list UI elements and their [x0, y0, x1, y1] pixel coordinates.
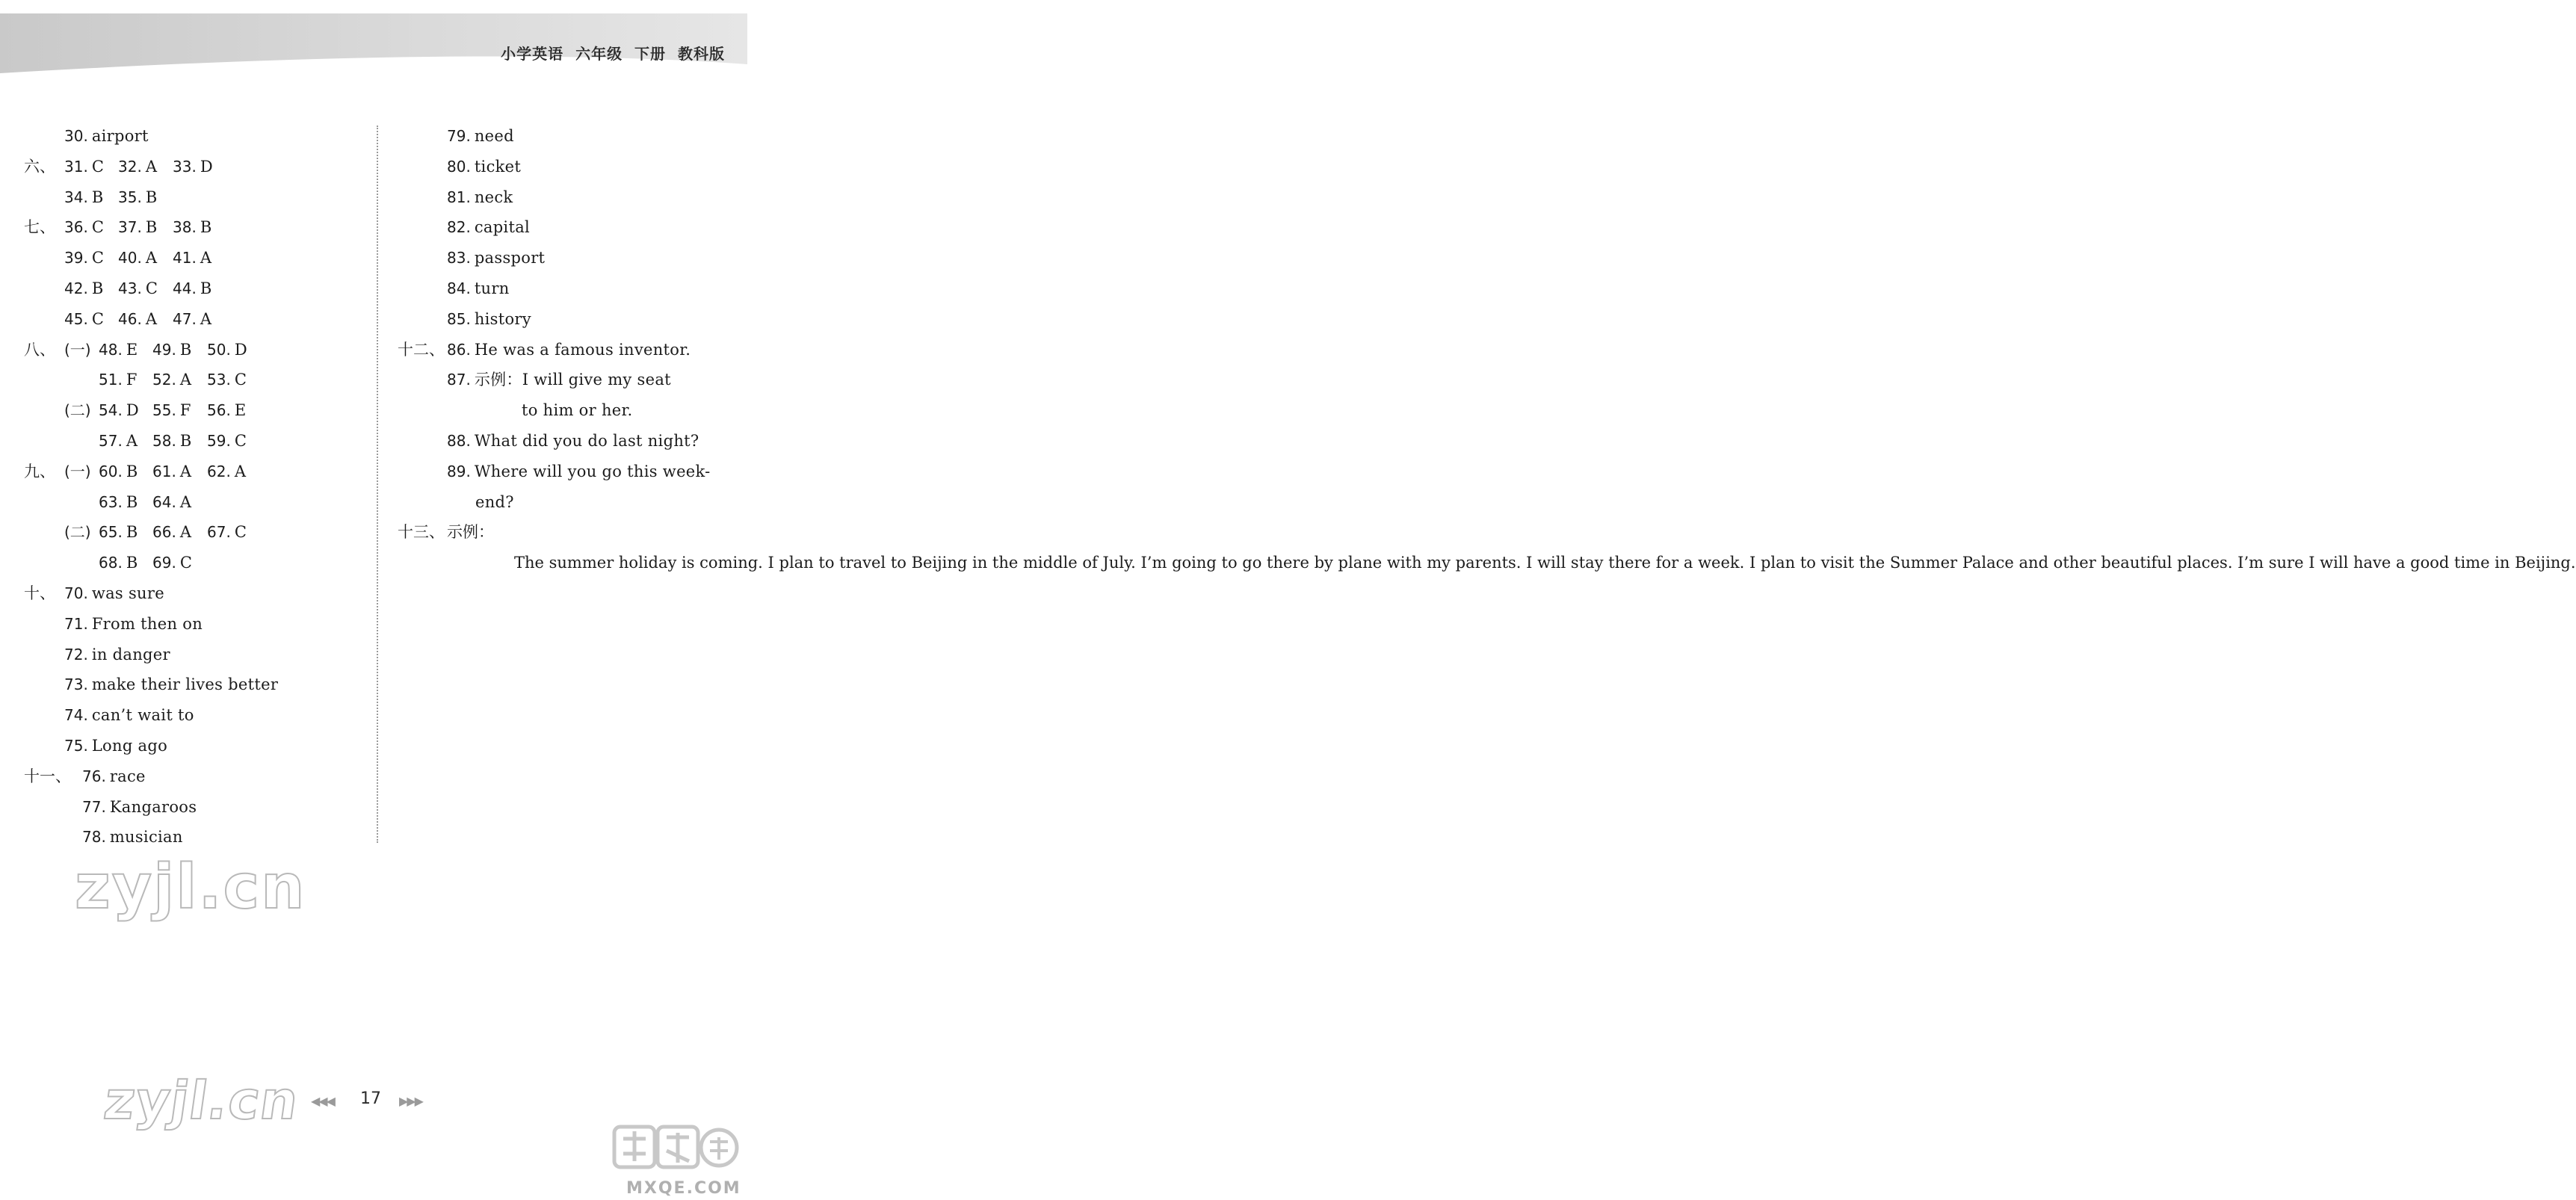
- answer-text: B: [91, 188, 104, 206]
- answer-row: [24, 792, 353, 823]
- answer-item: [447, 335, 691, 365]
- answer-text: B: [126, 462, 138, 480]
- question-number: 81.: [447, 188, 471, 206]
- answer-item: [173, 212, 212, 242]
- answer-item: [447, 121, 514, 151]
- answers-left-column: [24, 121, 353, 853]
- answer-text: Where will you go this week-: [474, 462, 711, 480]
- section-label: 七、: [24, 218, 55, 237]
- question-number: 89.: [447, 462, 471, 480]
- answer-text: C: [234, 523, 247, 542]
- question-number: 66.: [152, 523, 176, 542]
- answer-text: passport: [474, 249, 546, 267]
- answer-text: Kangaroos: [109, 797, 197, 816]
- answer-text: A: [234, 462, 247, 480]
- answer-row: [24, 548, 353, 578]
- answer-text: B: [126, 492, 138, 511]
- answer-text: From then on: [91, 614, 203, 633]
- answer-item: [64, 669, 278, 699]
- question-number: 72.: [64, 645, 88, 664]
- answer-row: [24, 640, 353, 670]
- answer-item: [152, 395, 191, 425]
- answer-text: C: [91, 218, 105, 237]
- answer-text: B: [200, 279, 212, 297]
- answer-item: [152, 335, 192, 365]
- answer-text: He was a famous inventor.: [474, 340, 691, 359]
- question-number: 55.: [152, 401, 176, 420]
- question-number: 88.: [447, 431, 471, 450]
- answer-item: [207, 457, 246, 486]
- question-number: 85.: [447, 309, 471, 328]
- answer-text: B: [179, 340, 192, 359]
- section-label: 十三、: [398, 523, 445, 542]
- answer-item: [447, 304, 531, 334]
- logo-site-text: MXQE.COM: [626, 1179, 741, 1198]
- question-number: 37.: [118, 218, 142, 237]
- answer-item: [207, 335, 247, 365]
- answer-row: [24, 487, 353, 518]
- watermark-text: zyjl.cn: [100, 1070, 303, 1131]
- question-number: 62.: [207, 462, 231, 480]
- header-band: [0, 0, 747, 75]
- answer-text: airport: [91, 127, 149, 145]
- answer-item: [173, 304, 211, 334]
- answer-item: [152, 457, 191, 486]
- answer-item: [118, 152, 157, 182]
- answer-item: [118, 273, 158, 303]
- answer-text: A: [179, 371, 192, 389]
- question-number: 47.: [173, 309, 197, 328]
- answer-text: F: [179, 401, 191, 420]
- question-number: 30.: [64, 127, 88, 145]
- prev-arrows-icon: ◀◀◀: [311, 1094, 334, 1108]
- answer-text: A: [126, 431, 138, 450]
- question-number: 74.: [64, 706, 88, 725]
- answer-text: A: [179, 462, 192, 480]
- answer-item: [118, 212, 158, 242]
- answer-row: [398, 182, 726, 213]
- question-number: 40.: [118, 249, 142, 267]
- answer-row: [24, 700, 353, 731]
- answer-item: [207, 517, 247, 547]
- answer-item: [207, 365, 247, 395]
- question-number: 31.: [64, 157, 88, 176]
- answer-text: A: [145, 249, 158, 267]
- question-number: 75.: [64, 736, 88, 755]
- subsection-label: (二): [64, 523, 91, 542]
- answer-text: ticket: [474, 157, 522, 176]
- page-number: 17: [360, 1089, 381, 1108]
- answer-item: [522, 395, 633, 425]
- answer-item: [64, 182, 104, 212]
- answer-text: end?: [475, 492, 514, 511]
- answer-text: make their lives better: [91, 675, 279, 694]
- answer-text: C: [91, 157, 105, 176]
- answer-row: [398, 243, 726, 273]
- answer-item: [64, 152, 104, 182]
- answer-text: E: [126, 340, 138, 359]
- answer-row: [24, 731, 353, 761]
- question-number: 73.: [64, 675, 88, 694]
- section-label: 六、: [24, 157, 55, 176]
- question-number: 82.: [447, 218, 471, 237]
- question-number: 78.: [82, 828, 106, 847]
- answer-text: A: [145, 309, 158, 328]
- answer-row: [24, 761, 353, 792]
- answer-text: musician: [109, 828, 183, 847]
- question-number: 83.: [447, 249, 471, 267]
- answer-item: [99, 426, 138, 456]
- essay-text: The summer holiday is coming. I plan to travel to Beijing in the middle of July. I’m going to go there by plane with my parents. I will stay there for a week. I plan to visit the Summer Palace and other beautiful places. I’m sure I will have a good time in Beijing.: [514, 554, 2576, 572]
- subsection-label: (二): [64, 401, 91, 420]
- answer-item: [99, 395, 139, 425]
- answer-text: F: [126, 371, 138, 389]
- answer-text: D: [234, 340, 247, 359]
- question-number: 52.: [152, 371, 176, 389]
- answer-row: [24, 212, 353, 243]
- answer-text: B: [91, 279, 104, 297]
- answer-item: [152, 548, 192, 578]
- header-title: 小学英语 六年级 下册 教科版: [501, 45, 725, 63]
- question-number: 59.: [207, 431, 231, 450]
- question-number: 56.: [207, 401, 231, 420]
- answer-row: [24, 121, 353, 152]
- answer-row: [398, 457, 726, 487]
- question-number: 48.: [99, 340, 123, 359]
- answer-row: [24, 822, 353, 853]
- answer-row: [24, 182, 353, 213]
- question-number: 77.: [82, 797, 106, 816]
- answer-row: [398, 426, 726, 457]
- question-number: 35.: [118, 188, 142, 206]
- question-number: 80.: [447, 157, 471, 176]
- answer-row: [398, 121, 726, 152]
- answer-item: [447, 426, 699, 456]
- question-number: 84.: [447, 279, 471, 297]
- answer-text: A: [179, 492, 192, 511]
- answer-text: B: [145, 188, 158, 206]
- question-number: 51.: [99, 371, 123, 389]
- answer-row: [24, 304, 353, 335]
- answer-text: E: [234, 401, 247, 420]
- answer-row: [24, 457, 353, 487]
- answer-text: can’t wait to: [91, 706, 194, 725]
- answer-item: [82, 822, 183, 852]
- answer-text: need: [474, 127, 514, 145]
- answer-text: What did you do last night?: [474, 431, 699, 450]
- question-number: 71.: [64, 614, 88, 633]
- answer-text: B: [126, 523, 138, 542]
- answer-text: was sure: [91, 584, 164, 602]
- answer-item: [475, 487, 514, 517]
- answer-text: C: [234, 371, 247, 389]
- answer-item: [118, 243, 157, 273]
- answer-item: [64, 273, 104, 303]
- answers-right-column: [398, 121, 2576, 572]
- answer-row: [398, 304, 726, 335]
- answer-item: [118, 182, 158, 212]
- question-number: 61.: [152, 462, 176, 480]
- question-number: 68.: [99, 554, 123, 572]
- question-number: 86.: [447, 340, 471, 359]
- question-number: 87.: [447, 371, 471, 389]
- answer-text: D: [200, 157, 213, 176]
- answer-item: [99, 517, 138, 547]
- answer-text: A: [200, 249, 212, 267]
- answer-item: [447, 365, 671, 395]
- question-number: 32.: [118, 157, 142, 176]
- answer-item: [64, 700, 194, 730]
- answer-row: [398, 365, 726, 395]
- answer-text: C: [179, 554, 193, 572]
- answer-text: 示例：I will give my seat: [474, 371, 671, 389]
- answer-text: C: [145, 279, 158, 297]
- essay-header-row: [398, 517, 2576, 572]
- next-arrows-icon: ▶▶▶: [399, 1094, 422, 1108]
- answer-text: to him or her.: [522, 401, 633, 420]
- subsection-label: (一): [64, 462, 91, 480]
- answer-row: [24, 243, 353, 273]
- page-footer: [306, 1089, 441, 1115]
- answer-text: A: [179, 523, 192, 542]
- section-label: 九、: [24, 462, 55, 480]
- answer-row: [24, 578, 353, 609]
- answer-text: history: [474, 309, 531, 328]
- question-number: 43.: [118, 279, 142, 297]
- answer-row: [24, 365, 353, 395]
- question-number: 65.: [99, 523, 123, 542]
- answer-item: [447, 457, 711, 486]
- question-number: 44.: [173, 279, 197, 297]
- subsection-label: (一): [64, 340, 91, 359]
- answer-row: [398, 152, 726, 182]
- column-divider: [377, 126, 378, 843]
- answer-item: [447, 243, 545, 273]
- section-label: 十一、: [24, 767, 71, 785]
- answer-item: [173, 273, 212, 303]
- answer-text: C: [91, 309, 105, 328]
- answer-item: [173, 243, 211, 273]
- answer-item: [207, 426, 247, 456]
- answer-item: [82, 792, 197, 822]
- question-number: 58.: [152, 431, 176, 450]
- question-number: 39.: [64, 249, 88, 267]
- answer-row: [24, 517, 353, 548]
- answer-item: [99, 548, 138, 578]
- question-number: 42.: [64, 279, 88, 297]
- answer-row: [24, 152, 353, 182]
- question-number: 46.: [118, 309, 142, 328]
- answer-text: B: [179, 431, 192, 450]
- question-number: 36.: [64, 218, 88, 237]
- answer-item: [99, 457, 138, 486]
- answer-row: [398, 212, 726, 243]
- question-number: 38.: [173, 218, 197, 237]
- answer-item: [99, 365, 138, 395]
- answer-row: [24, 609, 353, 640]
- answer-item: [99, 335, 138, 365]
- answer-item: [207, 395, 246, 425]
- answer-row: [398, 487, 726, 518]
- watermark-text: zyjl.cn: [75, 852, 306, 923]
- question-number: 64.: [152, 492, 176, 511]
- answer-row: [24, 273, 353, 304]
- answer-row: [24, 395, 353, 426]
- answer-row: [398, 273, 726, 304]
- answer-item: [64, 578, 164, 608]
- answer-item: [152, 487, 191, 517]
- answer-item: [152, 365, 191, 395]
- answer-text: B: [145, 218, 158, 237]
- question-number: 79.: [447, 127, 471, 145]
- answer-item: [152, 517, 191, 547]
- question-number: 53.: [207, 371, 231, 389]
- question-number: 67.: [207, 523, 231, 542]
- answer-text: race: [109, 767, 146, 785]
- question-number: 50.: [207, 340, 231, 359]
- answer-row: [24, 669, 353, 700]
- answer-text: C: [234, 431, 247, 450]
- answer-item: [64, 121, 149, 151]
- answer-row: [398, 395, 726, 426]
- question-number: 34.: [64, 188, 88, 206]
- answer-item: [447, 152, 521, 182]
- answer-row: [24, 426, 353, 457]
- answer-item: [152, 426, 192, 456]
- question-number: 60.: [99, 462, 123, 480]
- answer-item: [82, 761, 146, 791]
- answer-text: in danger: [91, 645, 170, 664]
- answer-text: B: [126, 554, 138, 572]
- question-number: 41.: [173, 249, 197, 267]
- answer-text: C: [91, 249, 105, 267]
- question-number: 49.: [152, 340, 176, 359]
- answer-item: [64, 731, 167, 761]
- section-label: 十二、: [398, 340, 445, 359]
- answer-row: [398, 335, 726, 365]
- answer-text: A: [145, 157, 158, 176]
- question-number: 57.: [99, 431, 123, 450]
- answer-item: [173, 152, 213, 182]
- question-number: 69.: [152, 554, 176, 572]
- answer-row: [24, 335, 353, 365]
- answer-text: turn: [474, 279, 510, 297]
- answer-text: Long ago: [91, 736, 168, 755]
- answer-item: [64, 304, 104, 334]
- answer-text: B: [200, 218, 212, 237]
- question-number: 76.: [82, 767, 106, 785]
- answer-text: neck: [474, 188, 513, 206]
- answer-item: [99, 487, 138, 517]
- answer-item: [118, 304, 157, 334]
- question-number: 63.: [99, 492, 123, 511]
- answer-text: D: [126, 401, 139, 420]
- answer-text: capital: [474, 218, 531, 237]
- answer-item: [64, 243, 104, 273]
- question-number: 45.: [64, 309, 88, 328]
- section-label: 八、: [24, 340, 55, 359]
- essay-example-label: 示例：: [447, 523, 494, 542]
- question-number: 70.: [64, 584, 88, 602]
- question-number: 54.: [99, 401, 123, 420]
- answer-item: [64, 212, 104, 242]
- answer-text: A: [200, 309, 212, 328]
- question-number: 33.: [173, 157, 197, 176]
- answer-item: [64, 609, 203, 639]
- answer-item: [447, 182, 513, 212]
- answer-item: [447, 212, 530, 242]
- section-label: 十、: [24, 584, 55, 602]
- answer-item: [447, 273, 510, 303]
- answer-item: [64, 640, 170, 669]
